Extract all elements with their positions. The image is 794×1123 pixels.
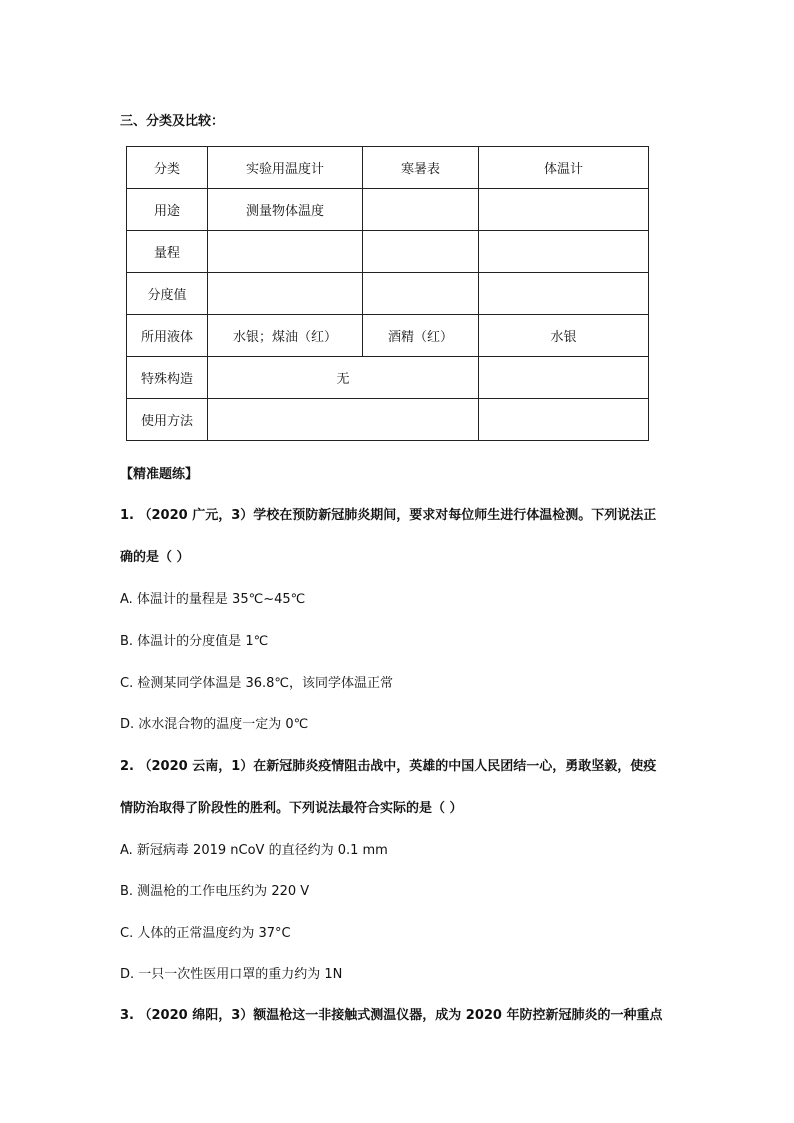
thermometer-comparison-table [126, 146, 649, 441]
question-1-stem-cont: 确的是（ ） [120, 550, 190, 565]
table-header-cell: 寒暑表 [363, 147, 479, 189]
table-row [127, 189, 649, 231]
table-cell [208, 273, 363, 315]
table-cell: 酒精（红） [363, 315, 479, 357]
table-header-cell: 体温计 [479, 147, 649, 189]
table-header-row [127, 147, 649, 189]
table-cell [479, 189, 649, 231]
row-label: 分度值 [127, 273, 208, 315]
question-2-stem-cont: 情防治取得了阶段性的胜利。下列说法最符合实际的是（ ） [120, 801, 463, 816]
question-1-option-b: B. 体温计的分度值是 1℃ [120, 634, 269, 649]
table-cell [363, 231, 479, 273]
row-label: 用途 [127, 189, 208, 231]
table-cell [479, 399, 649, 441]
table-header-cell: 分类 [127, 147, 208, 189]
table-cell: 水银 [479, 315, 649, 357]
table-row [127, 399, 649, 441]
table-cell [479, 273, 649, 315]
question-2-option-c: C. 人体的正常温度约为 37°C [120, 926, 291, 941]
merged-cell [208, 399, 479, 441]
practice-heading: 【精准题练】 [120, 467, 199, 482]
table-row [127, 273, 649, 315]
question-1-option-c: C. 检测某同学体温是 36.8℃，该同学体温正常 [120, 676, 394, 691]
row-label: 使用方法 [127, 399, 208, 441]
question-2-option-a: A. 新冠病毒 2019 nCoV 的直径约为 0.1 mm [120, 843, 388, 858]
section-heading: 三、分类及比较： [120, 114, 225, 129]
row-label: 所用液体 [127, 315, 208, 357]
table-row [127, 231, 649, 273]
question-1-option-d: D. 冰水混合物的温度一定为 0℃ [120, 717, 309, 732]
question-3-stem: 3. （2020 绵阳，3）额温枪这一非接触式测温仪器，成为 2020 年防控新冠肺炎的一种重点 [120, 1008, 663, 1023]
question-1-stem: 1. （2020 广元，3）学校在预防新冠肺炎期间，要求对每位师生进行体温检测。下列说法正 [120, 508, 657, 523]
question-2-stem: 2. （2020 云南，1）在新冠肺炎疫情阻击战中，英雄的中国人民团结一心，勇敢坚毅，使疫 [120, 759, 657, 774]
table-row [127, 315, 649, 357]
question-1-option-a: A. 体温计的量程是 35℃~45℃ [120, 592, 306, 607]
row-label: 特殊构造 [127, 357, 208, 399]
merged-cell: 无 [208, 357, 479, 399]
table-cell [479, 231, 649, 273]
row-label: 量程 [127, 231, 208, 273]
table-header-cell: 实验用温度计 [208, 147, 363, 189]
table-row [127, 357, 649, 399]
table-cell [363, 189, 479, 231]
question-2-option-d: D. 一只一次性医用口罩的重力约为 1N [120, 967, 343, 982]
table-cell [208, 231, 363, 273]
question-2-option-b: B. 测温枪的工作电压约为 220 V [120, 884, 310, 899]
table-cell: 水银；煤油（红） [208, 315, 363, 357]
table-cell [479, 357, 649, 399]
table-cell: 测量物体温度 [208, 189, 363, 231]
table-cell [363, 273, 479, 315]
